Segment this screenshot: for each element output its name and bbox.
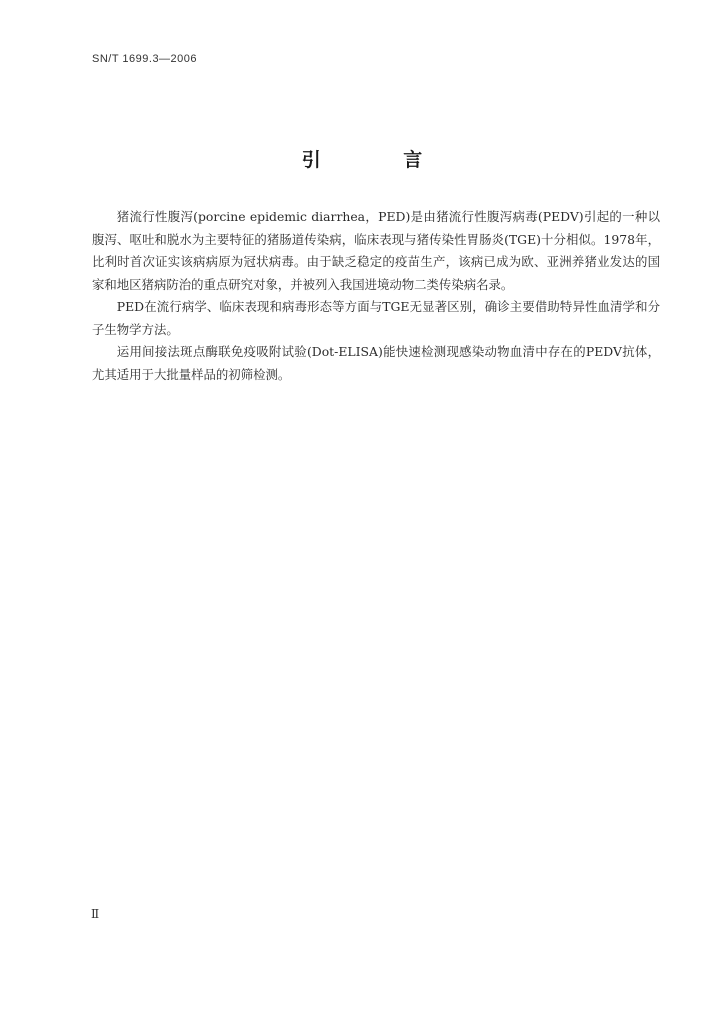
paragraph-2: PED在流行病学、临床表现和病毒形态等方面与TGE无显著区别，确诊主要借助特异性血清学和分子生物学方法。 (92, 299, 660, 337)
introduction-body (92, 206, 660, 386)
page-title: 引 言 (301, 149, 461, 171)
standard-number: SN/T 1699.3—2006 (92, 53, 198, 65)
paragraph-1: 猪流行性腹泻(porcine epidemic diarrhea，PED)是由猪流行性腹泻病毒(PEDV)引起的一种以腹泻、呕吐和脱水为主要特征的猪肠道传染病，临床表现与猪传染性胃肠炎(TGE)十分相似。1978年，比利时首次证实该病病原为冠状病毒。由于缺乏稳定的疫苗生产，该病已成为欧、亚洲养猪业发达的国家和地区猪病防治的重点研究对象，并被列入我国进境动物二类传染病名录。 (92, 209, 660, 292)
paragraph-3: 运用间接法斑点酶联免疫吸附试验(Dot-ELISA)能快速检测现感染动物血清中存在的PEDV抗体，尤其适用于大批量样品的初筛检测。 (92, 344, 660, 382)
page-number: Ⅱ (91, 907, 100, 921)
